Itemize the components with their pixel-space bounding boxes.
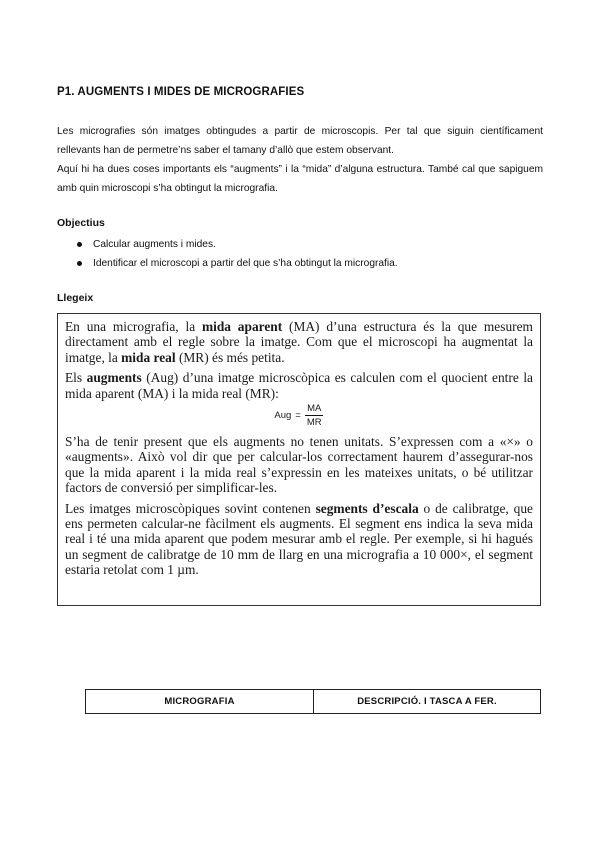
micrografia-table (85, 689, 541, 714)
term-augments: augments (86, 370, 142, 386)
text-run: (MA) d’una estructura és la que mesurem directament amb el regle sobre la imatge. Com que el microscopi ha augmentat la imatge, la (65, 319, 533, 365)
term-mida-aparent: mida aparent (201, 319, 283, 334)
text-run: Els (65, 370, 87, 386)
augments-formula (65, 403, 533, 428)
table-header-descripcio: DESCRIPCIÓ. I TASCA A FER. (357, 696, 497, 707)
intro-paragraph-2: Aquí hi ha dues coses importants els “augments” i la “mida” d’alguna estructura. També cal que sapiguem amb quin microscopi s’ha obtingut la micrografia. (57, 164, 543, 194)
reading-paragraph-3: S’ha de tenir present que els augments no tenen unitats. S’expressen com a «×» o «augments». Això vol dir que per calcular-los correctament haurem d’assegurar-nos que la mida aparent i la mida real s’expressin en les mateixes unitats, o bé utilitzar factors de conversió per simplificar-les. (65, 434, 533, 496)
reading-box (57, 313, 541, 606)
formula-fraction (305, 403, 324, 428)
text-run: En una micrografia, la (65, 319, 202, 334)
text-run: Les imatges microscòpiques sovint contenen (65, 500, 316, 516)
objectiu-item: Identificar el microscopi a partir del que s’ha obtingut la micrografia. (75, 254, 398, 273)
text-run: (Aug) d’una imatge microscòpica es calculen com el quocient entre la mida aparent (MA) i la mida real (MR): (65, 370, 533, 401)
objectius-list (75, 235, 398, 273)
reading-paragraph-4 (65, 501, 533, 578)
objectiu-item: Calcular augments i mides. (75, 235, 398, 254)
page-title: P1. AUGMENTS I MIDES DE MICROGRAFIES (57, 86, 305, 98)
formula-numerator: MA (307, 403, 322, 415)
text-run: (MR) és més petita. (175, 349, 285, 365)
reading-paragraph-2 (65, 370, 533, 401)
term-mida-real: mida real (121, 349, 176, 365)
intro-section (57, 122, 543, 198)
objectius-heading: Objectius (57, 217, 105, 229)
formula-lhs: Aug (274, 409, 292, 421)
term-segments-escala: segments d’escala (315, 500, 419, 516)
reading-paragraph-1 (65, 319, 533, 365)
formula-denominator: MR (306, 417, 322, 429)
intro-paragraph-1: Les micrografies són imatges obtingudes a partir de microscopis. Per tal que siguin científicament rellevants han de permetre’ns saber el tamany d’allò que estem observant. (57, 126, 543, 156)
text-run: o de calibratge, que ens permeten calcular-ne fàcilment els augments. El segment ens indica la seva mida real i té una mida aparent que podem mesurar amb el regle. Per exemple, si hi hagués un segment de calibratge de 10 mm de llarg en una micrografia a 10 000×, el segment estaria retolat com 1 µm. (65, 500, 534, 578)
table-header-micrografia: MICROGRAFIA (86, 690, 314, 713)
llegeix-heading: Llegeix (57, 292, 94, 304)
formula-equals: = (295, 409, 301, 421)
